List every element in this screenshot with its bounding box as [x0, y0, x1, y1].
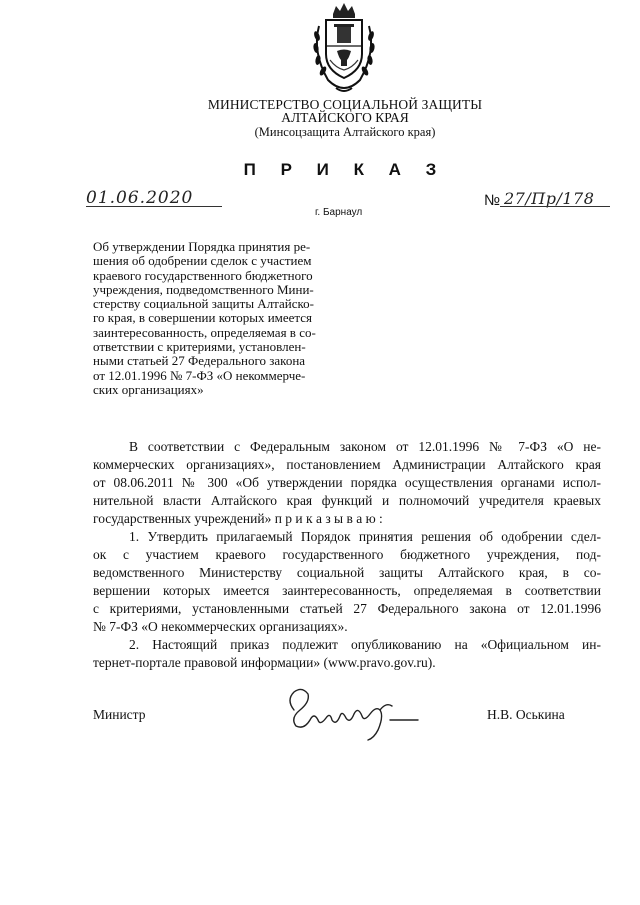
subject-line: ответствии с критериями, установлен-: [93, 339, 306, 355]
subject-line: от 12.01.1996 № 7-ФЗ «О некоммерче-: [93, 367, 306, 383]
subject-line: го края, в совершении которых имеется: [93, 310, 313, 326]
number-underline: [500, 206, 610, 207]
date-underline: [86, 206, 222, 207]
order-subject: [93, 240, 349, 397]
subject-line: заинтересованность, определяемая в со-: [93, 324, 316, 340]
order-body: [93, 438, 601, 672]
ministry-short-name: (Минсоцзащита Алтайского края): [254, 125, 436, 139]
preamble-line: нительной власти Алтайского края функций и полномочий учредителя краевых: [93, 493, 601, 508]
signatory-role: Министр: [93, 707, 146, 722]
subject-line: шения об одобрении сделок с участием: [93, 253, 312, 269]
handwritten-signature: [280, 680, 430, 744]
ministry-name-line1: МИНИСТЕРСТВО СОЦИАЛЬНОЙ ЗАЩИТЫ: [207, 97, 483, 112]
document-type-title: П Р И К А З: [243, 160, 447, 179]
item1-line: вершении которых имеется заинтересованность, определяемая в соответствии: [93, 583, 601, 598]
handwritten-number: 27/Пр/178: [504, 189, 595, 208]
subject-line: стерству социальной защиты Алтайско-: [93, 296, 314, 312]
handwritten-date: 01.06.2020: [86, 188, 194, 208]
item1-line: ведомственного Министерству социальной защиты Алтайского края, в со-: [93, 565, 601, 580]
item1-line: с критериями, установленными статьей 27 Федерального закона от 12.01.1996: [93, 601, 601, 616]
signatory-name: Н.В. Оськина: [487, 707, 565, 722]
ministry-name-line2: АЛТАЙСКОГО КРАЯ: [281, 110, 409, 125]
subject-line: ными статьей 27 Федерального закона: [93, 353, 306, 369]
preamble-line: В соответствии с Федеральным законом от 12.01.1996 № 7-ФЗ «О не-: [129, 439, 601, 454]
subject-line: учреждения, подведомственного Мини-: [93, 281, 314, 297]
city-label: г. Барнаул: [315, 207, 363, 218]
preamble-line: от 08.06.2011 № 300 «Об утверждении порядка осуществления органами испол-: [93, 475, 601, 490]
item2-line: 2. Настоящий приказ подлежит опубликованию на «Официальном ин-: [129, 637, 601, 652]
item1-line: № 7-ФЗ «О некоммерческих организациях».: [93, 619, 348, 634]
item1-line: ок с участием краевого государственного бюджетного учреждения, под-: [93, 547, 601, 562]
item2-line: тернет-портале правовой информации» (www.pravo.gov.ru).: [93, 655, 436, 670]
altai-coat-of-arms-icon: [306, 0, 382, 96]
item1-line: 1. Утвердить прилагаемый Порядок принятия решения об одобрении сдел-: [129, 529, 601, 544]
number-sign: №: [484, 192, 501, 209]
subject-line: краевого государственного бюджетного: [93, 267, 313, 283]
preamble-line: государственных учреждений» п р и к а з ы в а ю :: [93, 511, 383, 526]
subject-line: Об утверждении Порядка принятия ре-: [93, 239, 311, 254]
subject-line: ских организациях»: [93, 381, 204, 397]
preamble-line: коммерческих организациях», постановлением Администрации Алтайского края: [93, 457, 601, 472]
